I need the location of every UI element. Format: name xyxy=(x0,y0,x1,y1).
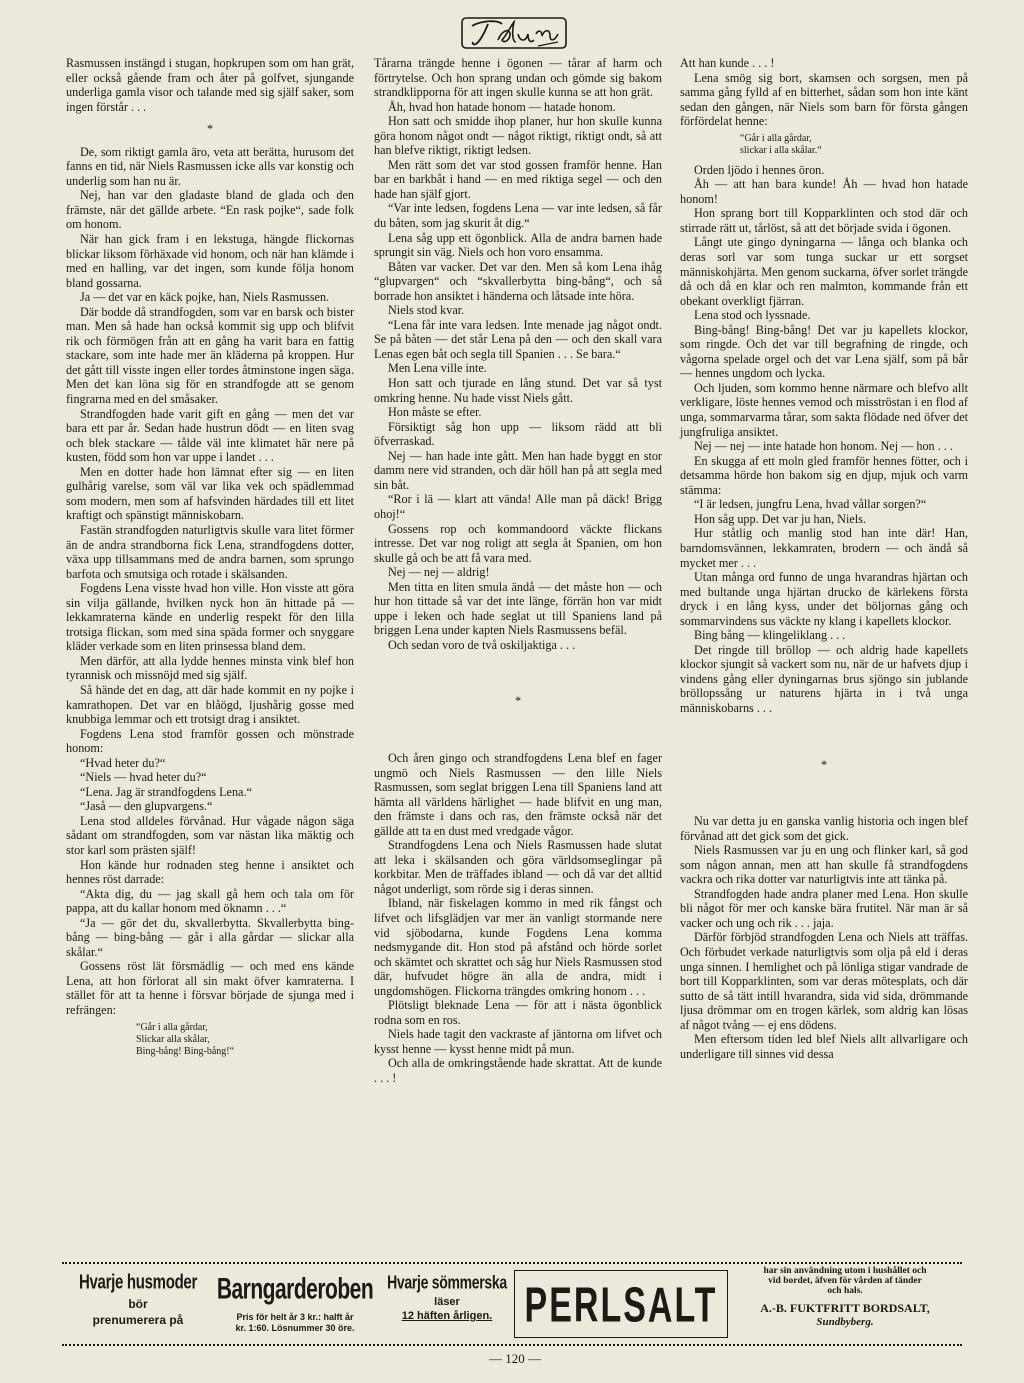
paragraph: “Jaså — den glupvargens.“ xyxy=(80,799,213,814)
paragraph: Men en dotter hade hon lämnat efter sig — en liten gulhårig varelse, som väl var lika vek och spädlemmad som modern, men som af hafsvinden härdades till ett litet kraftigt och spänstigt människobarn. xyxy=(66,464,354,523)
paragraph: Hon sprang bort till Kopparklinten och stod där och stirrade rätt ut, tårlöst, så att det började svida i ögonen. xyxy=(680,206,968,235)
section-divider-star: * xyxy=(514,694,522,709)
ads-container xyxy=(62,1376,962,1377)
paragraph: Strandfogdens Lena och Niels Rasmussen hade slutat att leka i skälsanden och göra världsomseglingar på korkbitar. Men de träffades ibland — och då var det alltid något underligt, som rörde sig i deras sinnen. xyxy=(374,838,662,896)
section-divider-star: * xyxy=(820,757,828,772)
paragraph: Tårarna trängde henne i ögonen — tårar af harm och förtrytelse. Och hon sprang undan och gömde sig bakom strandklipporna för att ingen skulle kunna se att hon grät. xyxy=(374,56,662,100)
spacer xyxy=(374,652,662,686)
paragraph: Åh — att han bara kunde! Åh — hvad hon hatade honom! xyxy=(680,177,968,206)
ad-fuktfritt-line2: vid bordet, äfven för vården af tänder xyxy=(768,1276,922,1286)
section-divider-star: * xyxy=(206,122,214,137)
paragraph: Men eftersom tiden led blef Niels allt allvarligare och underligare till sinnes vid dessa xyxy=(680,1032,968,1061)
paragraph: Att han kunde . . . ! xyxy=(680,56,775,70)
ad-sommerska-title: Hvarje sömmerska xyxy=(387,1271,507,1293)
paragraph: Så hände det en dag, att där hade kommit en ny pojke i kamrathopen. Det var en blåögd, ljushårig gosse med knubbiga lemmar och ett trotsigt drag i ansiktet. xyxy=(66,682,354,727)
column-2 xyxy=(374,56,662,1086)
paragraph: Ja — det var en käck pojke, han, Niels Rasmussen. xyxy=(80,290,330,305)
paragraph: Ibland, när fiskelagen kommo in med rik fångst och lifvet och lifsglädjen var mer än vanligt stormande nere vid sjöbodarna, kunde Fogdens Lena komma nedsmygande dit. Hon stod på afstånd och hörde sorlet och skämtet och skrattet och såg hur Niels Rasmussen stod där, hufvudet högre än alla de andra, midt i ungdomshögen. Flickorna trängdes omkring honom . . . xyxy=(374,896,662,998)
paragraph: Långt ute gingo dyningarna — långa och blanka och deras sorl var som tunga suckar ur ett sorgset människohjärta. Men genom suckarna, öfver sorlet trängde då och då en klar och ren malmton, kommande från ett obekant overkligt fjärran. xyxy=(680,235,968,308)
song-line: “Går i alla gårdar, xyxy=(136,1021,208,1033)
paragraph: Plötsligt bleknade Lena — för att i nästa ögonblick rodna som en ros. xyxy=(374,998,662,1027)
paragraph: “Niels — hvad heter du?“ xyxy=(80,770,207,785)
paragraph: Fogdens Lena visste hvad hon ville. Hon visste att göra sin vilja gällande, hvilken nyck hon än hittade på — lekkamraterna kände en underlig respekt för den lilla trotsiga flickan, som med sina späda former och snyggare kläder verkade som en liten prinsessa bland dem. xyxy=(66,581,354,654)
paragraph: “Lena. Jag är strandfogdens Lena.“ xyxy=(80,784,252,799)
ad-husmoder-line1: Hvarje husmoder xyxy=(78,1271,198,1294)
song-line: “Går i alla gårdar, xyxy=(740,132,812,144)
paragraph: Hon måste se efter. xyxy=(388,405,482,420)
paragraph: Lena stod alldeles förvånad. Hur vågade någon säga sådant om strandfogden, som var nästan lika mäktig och stor karl som prästen själf! xyxy=(66,813,354,857)
paragraph: Niels stod kvar. xyxy=(388,303,465,318)
ad-barngarderoben-line1: Pris för helt år 3 kr.: halft år xyxy=(236,1312,354,1322)
paragraph: Det ringde till bröllop — och aldrig hade kapellets klockor sjungit så vackert som nu, när de ur hafvets djup i vindens gång eller dyningarnas brus sjöngo sin jublande bröllopssång ur naturens hjärta in i två unga människobarns . . . xyxy=(680,642,968,715)
paragraph: “Akta dig, du — jag skall gå hem och tala om för pappa, att du kallar honom med öknamn . . .“ xyxy=(66,886,354,916)
paragraph: Men därför, att alla lydde hennes minsta vink blef hon tyrannisk och missnöjd med sig själf. xyxy=(66,653,354,683)
paragraph: Hur ståtlig och manlig stod han inte där! Han, barndomsvännen, lekkamraten, brodern — och ändå så mycket mer . . . xyxy=(680,526,968,570)
paragraph: Nej — han hade inte gått. Men han hade byggt en stor damm nere vid stranden, och där höll han på att segla med sin båt. xyxy=(374,448,662,492)
paragraph: Men Lena ville inte. xyxy=(388,361,487,376)
ad-fuktfritt-line3: och hals. xyxy=(827,1286,863,1296)
paragraph: Försiktigt såg hon upp — liksom rädd att bli öfverraskad. xyxy=(374,419,662,449)
paragraph: Gossens rop och kommandoord väckte flickans intresse. Det var nog roligt att segla åt Spanien, om hon skulle gå och be att få vara med. xyxy=(374,521,662,565)
paragraph: Men rätt som det var stod gossen framför henne. Han bar en barkbåt i hand — en med riktiga segel — och den hade han själf gjort. xyxy=(374,157,662,201)
paragraph: Och ljuden, som kommo henne närmare och blefvo allt verkligare, löste hennes vemod och misströstan i en flod af unga, sommarvarma tårar, som sakta flödade ned öfver det jungfruliga ansiktet. xyxy=(680,380,968,439)
paragraph: Lena såg upp ett ögonblick. Alla de andra barnen hade sprungit sin väg. Niels och hon voro ensamma. xyxy=(374,230,662,260)
paragraph: Åh, hvad hon hatade honom — hatade honom. xyxy=(388,99,616,114)
song-line: Bing-bång! Bing-bång!“ xyxy=(136,1045,235,1057)
paragraph: Fogdens Lena stod framför gossen och mönstrade honom: xyxy=(66,726,354,756)
ad-husmoder-line2: bör xyxy=(128,1297,148,1311)
paragraph: Hon satt och tjurade en lång stund. Det var så tyst omkring henne. Nu hade visst Niels gått. xyxy=(374,376,662,405)
ad-barngarderoben-line2: kr. 1:60. Lösnummer 30 öre. xyxy=(235,1323,355,1333)
paragraph: Hon kände hur rodnaden steg henne i ansiktet och hennes röst darrade: xyxy=(66,857,354,887)
paragraph: Fastän strandfogden naturligtvis skulle vara litet förmer än de andra strandborna fick Lena, strandfogdens dotter, växa upp tillsammans med de andra barnen, som sprungo barfota och smutsiga och rotade i skälsanden. xyxy=(66,522,354,581)
ad-sommerska xyxy=(382,1268,512,1338)
paragraph: Men titta en liten smula ändå — det måste hon — och hur hon tittade så var det inte länge, förrän hon var midt uppe i leken och hade seglat ut till Spaniens land på briggen Lena under kapten Niels Rasmussens befäl. xyxy=(374,579,662,638)
paragraph: En skugga af ett moln gled framför hennes fötter, och i detsamma hörde hon bakom sig en djup, mjuk och varm stämma: xyxy=(680,453,968,497)
paragraph: Och sedan voro de två oskiljaktiga . . . xyxy=(388,637,576,652)
paragraph: De, som riktigt gamla äro, veta att berätta, hurusom det fanns en tid, när Niels Rasmussen icke alls var konstig och underlig som han nu är. xyxy=(66,144,354,188)
paragraph: Där bodde då strandfogden, som var en barsk och bister man. Men så hade han också kommit sig upp och blifvit rik och förmögen från att en gång ha varit bara en fattig stackare, som inte hade mer än kläderna på kroppen. Hur det gått till visste ingen eller tordes åtminstone ingen säga. Men det kan löna sig för en strandfogde att se genom fingrarna med en del småsaker. xyxy=(66,304,354,407)
spacer xyxy=(680,780,968,814)
paragraph: Nej, han var den gladaste bland de glada och den främste, när det gällde arbete. “En rask pojke“, sade folk om honom. xyxy=(66,188,354,232)
paragraph: Nu var detta ju en ganska vanlig historia och ingen blef förvånad att det gick som det gick. xyxy=(680,814,968,843)
song-line: Slickar alla skålar, xyxy=(136,1033,210,1045)
paragraph: Orden ljödo i hennes öron. xyxy=(694,162,825,177)
paragraph: “Lena får inte vara ledsen. Inte menade jag något ondt. Se på båten — det står Lena på den — och den skall vara Lenas egen båt och segla till Spanien . . . Se bara.“ xyxy=(374,317,662,361)
paragraph: När han gick fram i en lekstuga, hängde flickornas blickar liksom förhäxade vid honom, och när han klämde i med en halling, var det ingen, som kunde följa honom bland gossarna. xyxy=(66,232,354,290)
spacer xyxy=(680,716,968,750)
paragraph: “Var inte ledsen, fogdens Lena — var inte ledsen, så får du båten, som jag skurit åt dig.“ xyxy=(374,201,662,231)
paragraph: Bing-bång! Bing-bång! Det var ju kapellets klockor, som ringde. Och det var till begrafning de ringde, och vågorna spelade orgel och det var Lena själf, som på bår — hennes ungdom och lycka. xyxy=(680,322,968,381)
ad-barngarderoben xyxy=(210,1268,380,1338)
idun-logo-mark xyxy=(458,14,570,54)
ad-sommerska-line1: läser xyxy=(434,1296,460,1308)
paragraph: Båten var vacker. Det var den. Men så kom Lena ihåg “glupvargen“ och “skvallerbytta bing-bång“, och så borrade hon ansiktet i händerna och låtsade inte höra. xyxy=(374,259,662,303)
paragraph: Bing bång — klingeliklang . . . xyxy=(694,628,846,643)
ads-bottom xyxy=(62,1262,962,1346)
paragraph: Därför förbjöd strandfogden Lena och Niels att träffas. Och förbudet verkade naturligtvis som olja på eld i deras unga sinnen. I hemlighet och på lönliga stigar vandrade de bort till Kopparklinten, som var deras mötesplats, och där sutto de så tätt intill hvarandra, sida vid sida, drömmande ljusa drömmar om en trogen kärlek, som aldrig kan lösas af något tvång — ej ens dödens. xyxy=(680,930,968,1032)
ad-fuktfritt-line5: Sundbyberg. xyxy=(816,1316,874,1328)
spacer xyxy=(374,717,662,751)
page-number: — 120 — xyxy=(489,1351,541,1366)
paragraph: Nej — nej — inte hatade hon honom. Nej — hon . . . xyxy=(694,439,953,454)
paragraph: “Hvad heter du?“ xyxy=(80,755,166,770)
paragraph: Lena stod och lyssnade. xyxy=(694,308,811,323)
ad-sommerska-line2: 12 häften årligen. xyxy=(401,1310,493,1322)
paragraph: Hon såg upp. Det var ju han, Niels. xyxy=(694,511,866,526)
ad-perlsalt xyxy=(514,1270,728,1338)
paragraph: Niels Rasmussen var ju en ung och flinker karl, så god som någon annan, men att han skulle få strandfogdens vackra och rika dotter var naturligtvis inte att tänka på. xyxy=(680,843,968,887)
song-line: slickar i alla skålar.“ xyxy=(740,144,822,156)
ad-fuktfritt-line4: A.-B. FUKTFRITT BORDSALT, xyxy=(760,1301,930,1315)
paragraph: Gossens röst lät försmädlig — och med ens kände Lena, att hon förlorat all sin makt öfver kamraterna. I stället för att ta henne i försvar började de sjunga med i refrängen: xyxy=(66,959,354,1017)
ad-barngarderoben-title: Barngarderoben xyxy=(216,1273,374,1306)
paragraph: Rasmussen instängd i stugan, hopkrupen som om han grät, eller också gående fram och åter på golfvet, sjungande underliga gamla visor och talande med sig själf saker, som ingen förstår . . . xyxy=(66,56,354,114)
paragraph: “Ror i lä — klart att vända! Alle man på däck! Brigg ohoj!“ xyxy=(374,492,662,521)
paragraph: Lena smög sig bort, skamsen och sorgsen, men på samma gång fylld af en bitterhet, sådan som hon inte känt sedan den gången, när Niels som barn för första gången förfördelat henne: xyxy=(680,70,968,129)
idun-logo xyxy=(458,14,570,54)
ad-fuktfritt-line1: har sin användning utom i hushållet och xyxy=(763,1266,927,1276)
paragraph: Nej — nej — aldrig! xyxy=(388,565,490,580)
ad-husmoder-line3: prenumerera på xyxy=(92,1313,184,1327)
column-3 xyxy=(680,56,968,1061)
paragraph: Hon satt och smidde ihop planer, hur hon skulle kunna göra honom något ondt — något riktigt, riktigt ondt, så att han blefve riktigt, riktigt ledsen. xyxy=(374,114,662,158)
paragraph: Och åren gingo och strandfogdens Lena blef en fager ungmö och Niels Rasmussen — den lille Niels Rasmussen, som seglat briggen Lena till Spaniens land att hämta all världens härlighet — hade blifvit en ung man, den främste i dans och ras, den främste också när det gällde att ta en dust med vredgade vågor. xyxy=(374,750,662,838)
paragraph: Utan många ord funno de unga hvarandras hjärtan och med bultande unga hjärtan drucko de kärlekens första dryck i en lång kyss, under det böljornas gång och sommarvindens sus väckte ny klang i kapellets klockor. xyxy=(680,570,968,628)
paragraph: “Ja — gör det du, skvallerbytta. Skvallerbytta bing-bång — bing-bång — går i alla gårdar — slickar alla skålar.“ xyxy=(66,915,354,959)
paragraph: Niels hade tagit den vackraste af jäntorna om lifvet och kysst henne — kysst henne midt på mun. xyxy=(374,1027,662,1056)
ad-perlsalt-title: PERLSALT xyxy=(524,1278,718,1334)
paragraph: Strandfogden hade andra planer med Lena. Hon skulle bli något för mer och kanske bära frutitel. När man är så vacker och ung och rik . . . jaja. xyxy=(680,886,968,930)
song-verse xyxy=(740,133,968,157)
paragraph: Strandfogden hade varit gift en gång — men det var bara ett par år. Sedan hade hustrun dödt — en liten svag och blek stackare — tålde väl inte klimatet här nere på kusten, född som hon var uppe i landet . . . xyxy=(66,406,354,465)
ad-husmoder xyxy=(72,1268,204,1338)
paragraph: Och alla de omkringstående hade skrattat. Att de kunde . . . ! xyxy=(374,1056,662,1085)
column-1 xyxy=(66,56,354,1064)
ad-fuktfritt xyxy=(734,1266,956,1340)
song-verse xyxy=(136,1022,354,1058)
paragraph: “I är ledsen, jungfru Lena, hvad vållar sorgen?“ xyxy=(694,497,927,512)
